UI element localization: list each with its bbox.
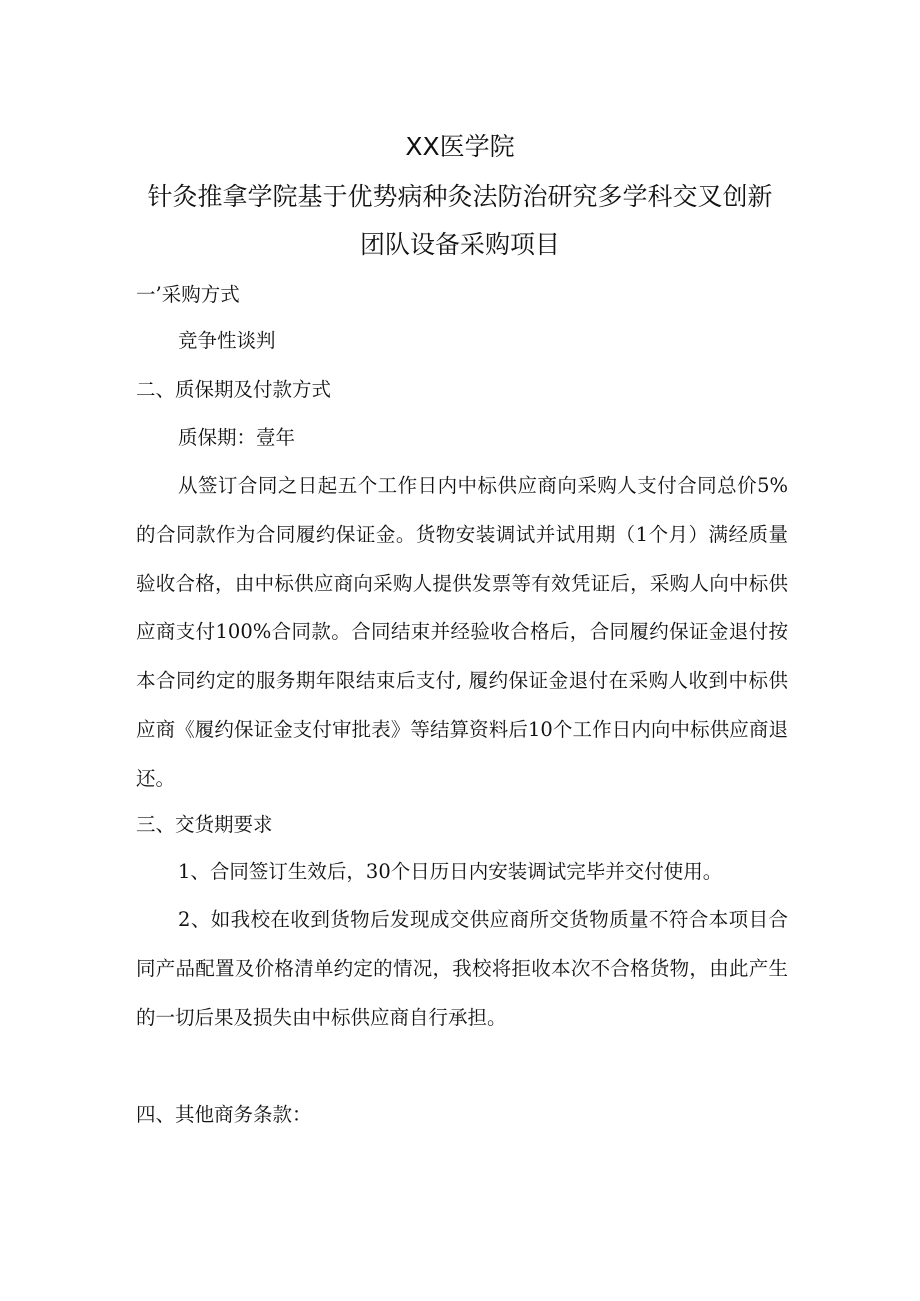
section-heading-delivery: 三、交货期要求 [136, 813, 273, 836]
document-title-line-1: XX医学院 [405, 132, 515, 161]
procurement-method-value: 竞争性谈判 [178, 329, 276, 352]
delivery-requirement-1: 1、合同签订生效后，30个日历日内安装调试完毕并交付使用。 [178, 860, 723, 883]
section-heading-procurement-method: 一’采购方式 [136, 283, 240, 306]
warranty-period: 质保期：壹年 [178, 426, 296, 449]
section-heading-warranty-payment: 二、质保期及付款方式 [136, 378, 332, 401]
document-title-line-3: 团队设备采购项目 [359, 230, 560, 259]
delivery-requirement-2: 2、如我校在收到货物后发现成交供应商所交货物质量不符合本项目合同产品配置及价格清单约定的情况，我校将拒收本次不合格货物，由此产生的一切后果及损失由中标供应商自行承担。 [136, 908, 788, 1029]
section-heading-other-terms: 四、其他商务条款： [136, 1103, 312, 1126]
payment-terms-paragraph: 从签订合同之日起五个工作日内中标供应商向采购人支付合同总价5%的合同款作为合同履约保证金。货物安装调试并试用期（1个月）满经质量验收合格，由中标供应商向采购人提供发票等有效凭证后，采购人向中标供应商支付100%合同款。合同结束并经验收合格后，合同履约保证金退付按本合同约定的服务期年限结束后支付, 履约保证金退付在采购人收到中标供应商《履约保证金支付审批表》等结算资料后10个工作日内向中标供应商退还。 [136, 474, 788, 790]
document-title-line-2: 针灸推拿学院基于优势病种灸法防治研究多学科交叉创新 [147, 182, 773, 211]
